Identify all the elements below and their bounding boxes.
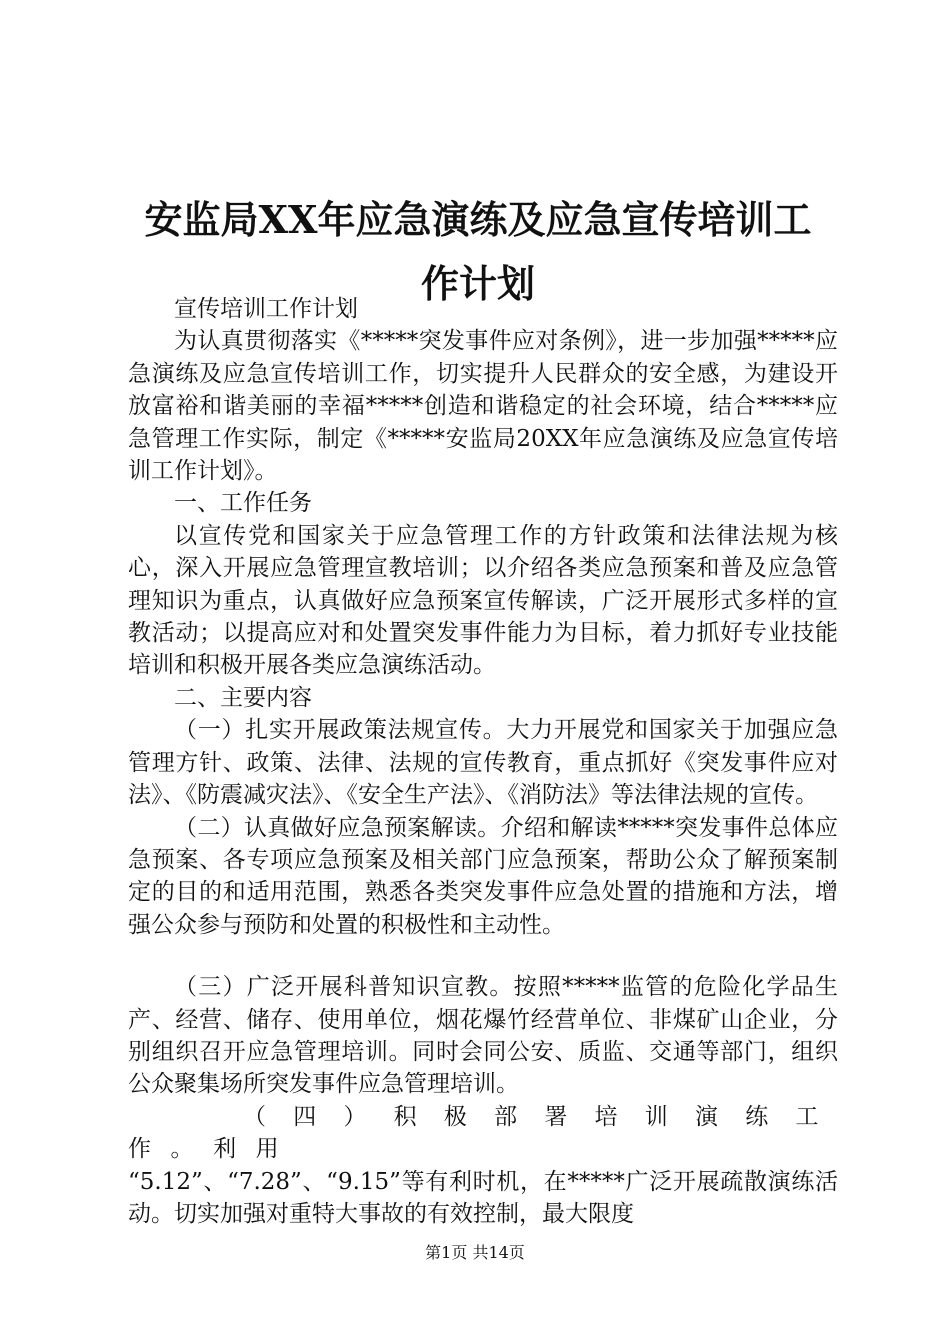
paragraph-subtitle: 宣传培训工作计划 xyxy=(174,296,358,322)
section-heading-content: 二、主要内容 xyxy=(174,684,312,711)
paragraph-tasks: 以宣传党和国家关于应急管理工作的方针政策和法律法规为核心，深入开展应急管理宣教培训；以介绍各类应急预案和普及应急管理知识为重点，认真做好应急预案宣传解读，广泛开展形式多样的宣教活动；以提高应对和处置突发事件能力为目标，着力抓好专业技能培训和积极开展各类应急演练活动。 xyxy=(128,522,838,679)
page-footer: 第1页 共14页 xyxy=(425,1243,525,1262)
paragraph-item-4-heading: （四）积极部署培训演练工作。利用 xyxy=(128,1103,838,1163)
paragraph-item-3: （三）广泛开展科普知识宣教。按照*****监管的危险化学品生产、经营、储存、使用单位，烟花爆竹经营单位、非煤矿山企业，分别组织召开应急管理培训。同时会同公安、质监、交通等部门，组织公众聚集场所突发事件应急管理培训。 xyxy=(128,974,838,1098)
section-heading-tasks: 一、工作任务 xyxy=(174,490,312,517)
paragraph-intro: 为认真贯彻落实《*****突发事件应对条例》，进一步加强*****应急演练及应急宣传培训工作，切实提升人民群众的安全感，为建设开放富裕和谐美丽的幸福*****创造和谐稳定的社会环境，结合*****应急管理工作实际，制定《*****安监局20XX年应急演练及应急宣传培训工作计划》。 xyxy=(128,328,838,485)
document-title: 安监局XX年应急演练及应急宣传培训工作计划 xyxy=(144,197,812,306)
paragraph-item-4-body: “5.12”、“7.28”、“9.15”等有利时机，在*****广泛开展疏散演练活动。切实加强对重特大事故的有效控制，最大限度 xyxy=(128,1168,838,1227)
paragraph-item-1: （一）扎实开展政策法规宣传。大力开展党和国家关于加强应急管理方针、政策、法律、法规的宣传教育，重点抓好《突发事件应对法》、《防震减灾法》、《安全生产法》、《消防法》等法律法规的宣传。 xyxy=(128,717,838,809)
document-body xyxy=(128,293,838,1230)
paragraph-item-2: （二）认真做好应急预案解读。介绍和解读*****突发事件总体应急预案、各专项应急预案及相关部门应急预案，帮助公众了解预案制定的目的和适用范围，熟悉各类突发事件应急处置的措施和方法，增强公众参与预防和处置的积极性和主动性。 xyxy=(128,814,838,938)
